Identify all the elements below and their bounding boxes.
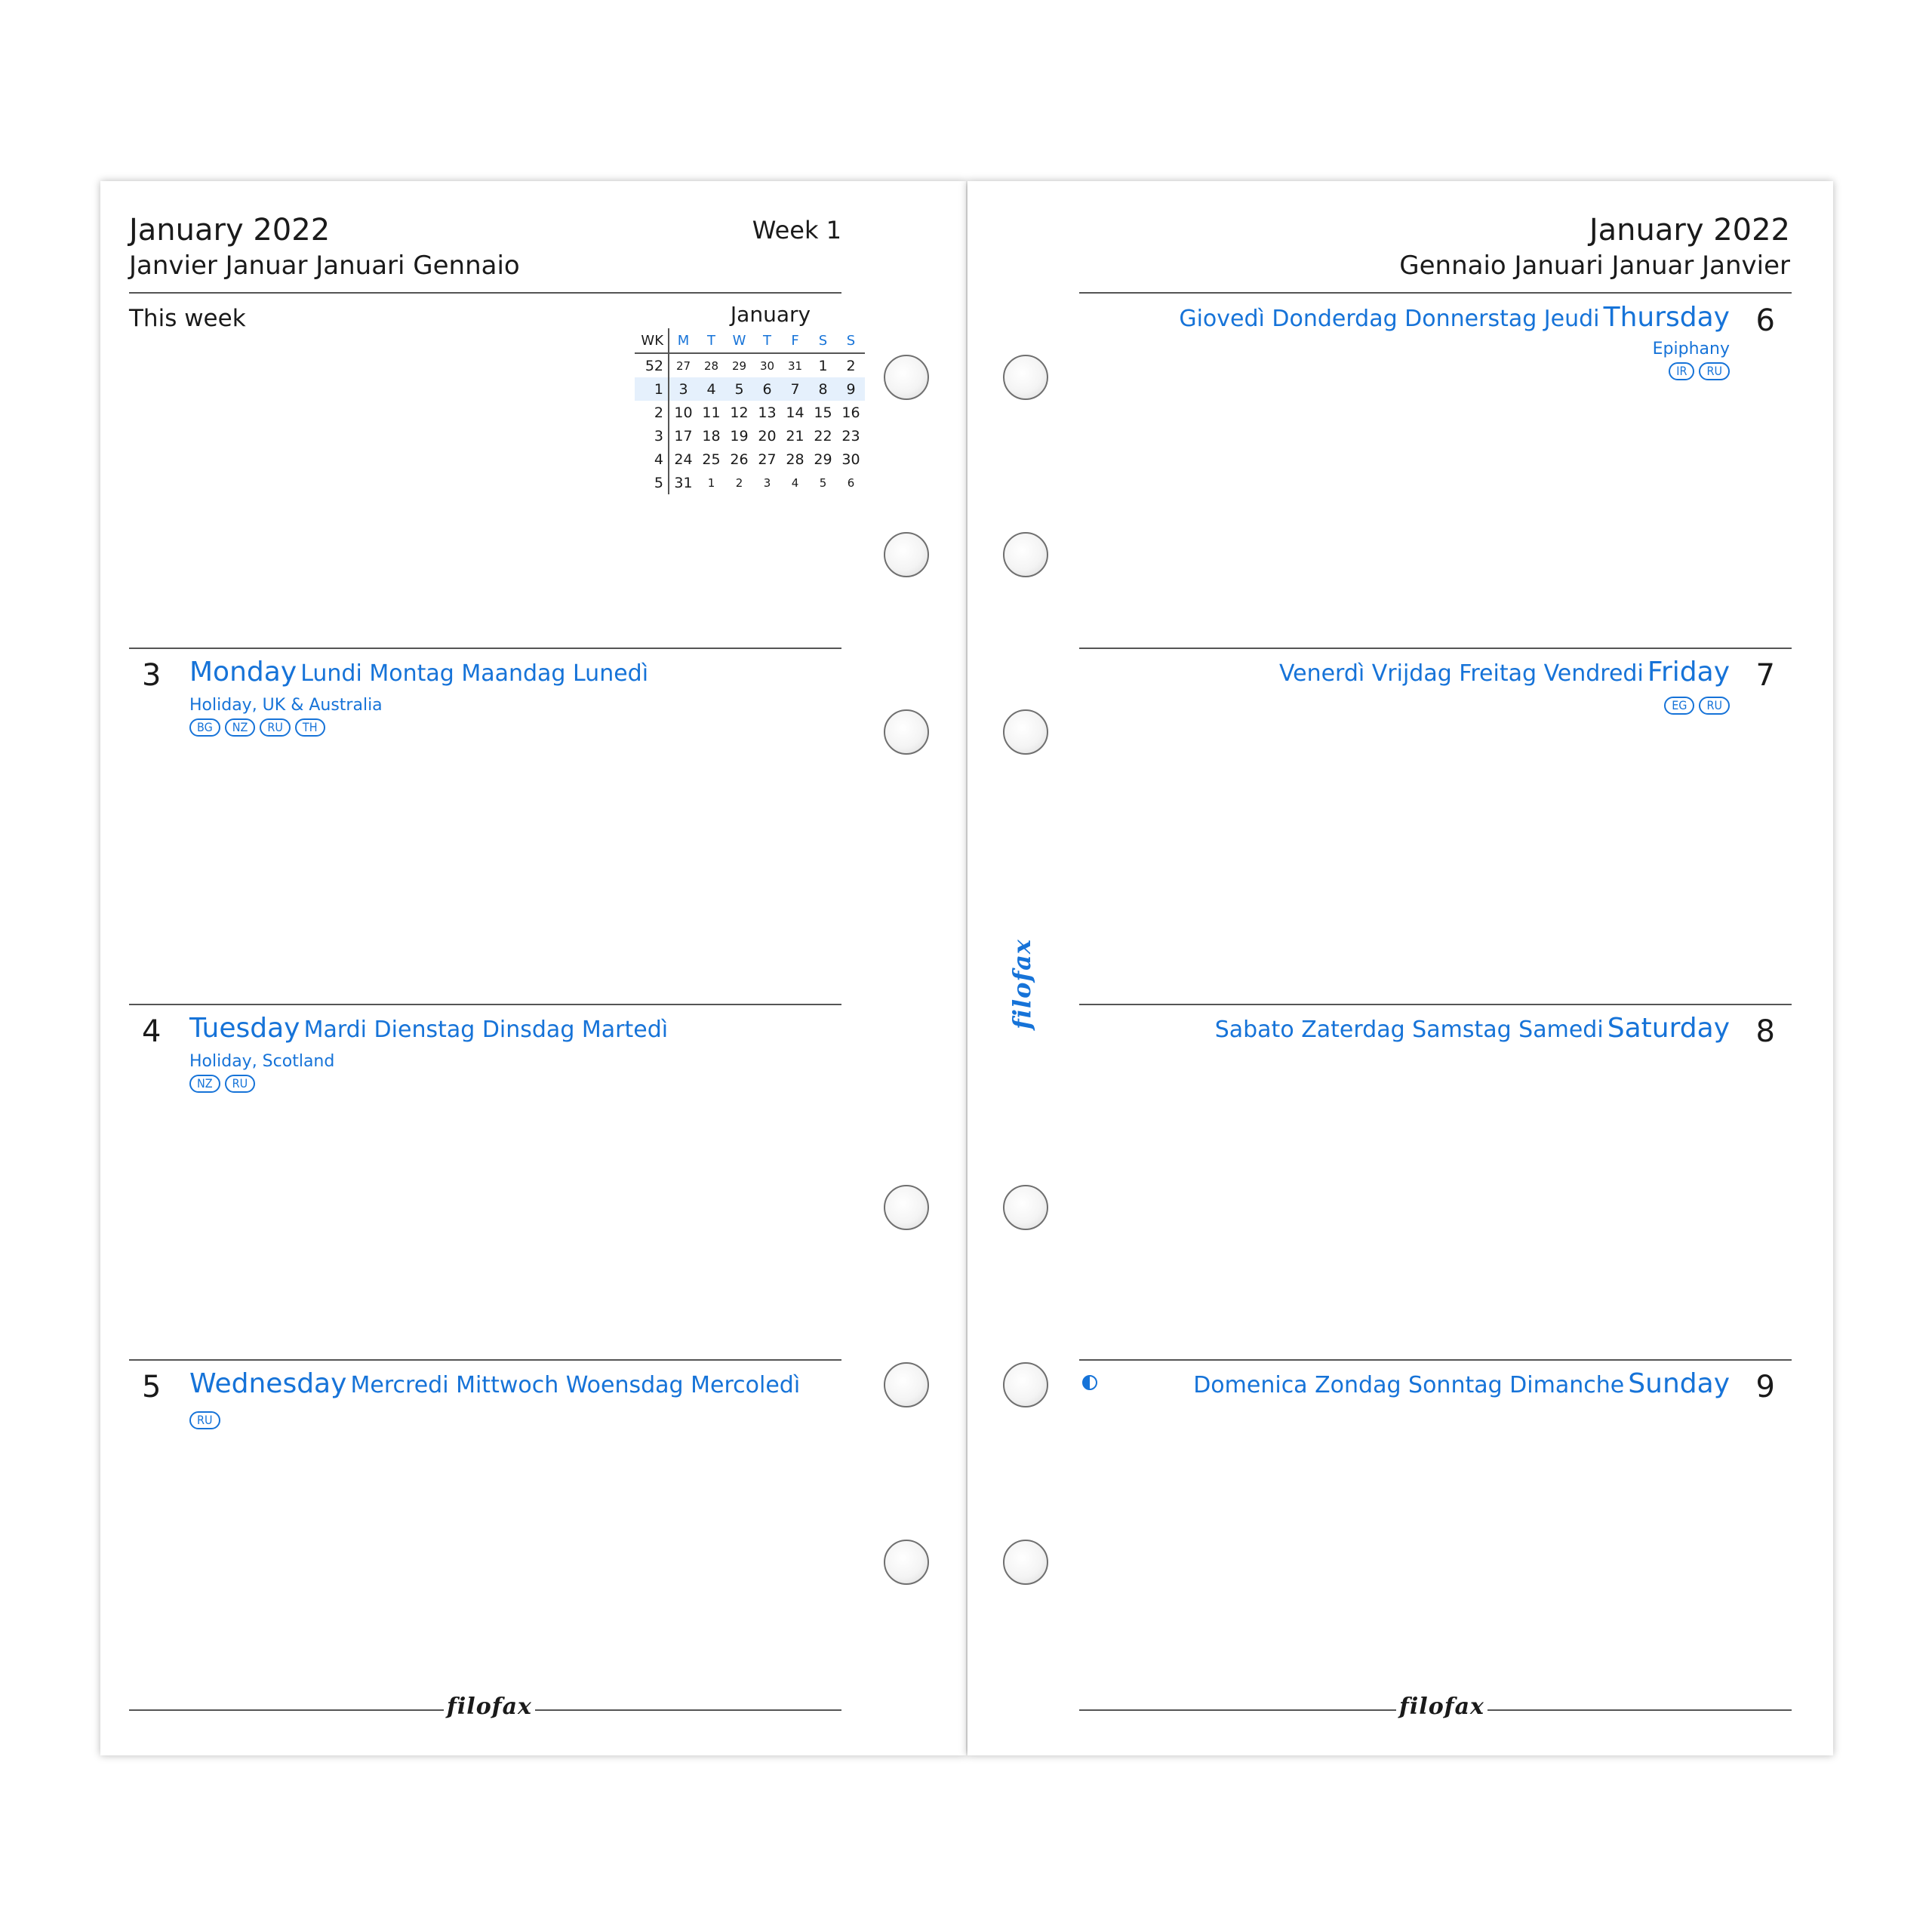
mini-calendar-day: 3 <box>763 475 771 490</box>
wednesday-badges <box>189 1411 220 1429</box>
country-badge: RU <box>1699 362 1730 380</box>
punch-hole <box>884 1185 929 1230</box>
friday-rule <box>1079 648 1792 649</box>
mini-calendar-wk-header: WK <box>635 328 669 353</box>
mini-calendar-day: 13 <box>758 404 777 421</box>
mini-calendar-day: 31 <box>674 474 693 491</box>
punch-hole <box>1003 1540 1048 1585</box>
sunday-name <box>1193 1368 1730 1399</box>
mini-calendar-weekday-header: F <box>781 328 809 353</box>
country-badge: EG <box>1664 697 1694 715</box>
saturday-name-translations: Sabato Zaterdag Samstag Samedi <box>1214 1017 1604 1043</box>
wednesday-name <box>189 1368 800 1399</box>
mini-calendar-day: 14 <box>786 404 804 421</box>
monday-name <box>189 657 648 688</box>
mini-calendar-grid <box>635 328 865 494</box>
monday-rule <box>129 648 841 649</box>
punch-hole <box>884 1362 929 1407</box>
tuesday-name <box>189 1013 668 1044</box>
tuesday-name-translations: Mardi Dienstag Dinsdag Martedì <box>303 1017 669 1043</box>
punch-hole <box>1003 1185 1048 1230</box>
thursday-note: Epiphany <box>1652 340 1730 358</box>
thursday-name <box>1179 302 1730 333</box>
mini-calendar-weekday-header: S <box>809 328 837 353</box>
mini-calendar-day: 28 <box>786 451 804 468</box>
mini-calendar-day: 31 <box>787 358 803 373</box>
tuesday-rule <box>129 1004 841 1005</box>
mini-calendar-day: 30 <box>759 358 775 373</box>
mini-calendar-week-number: 3 <box>635 424 669 448</box>
punch-hole <box>1003 532 1048 577</box>
country-badge: RU <box>225 1075 256 1093</box>
mini-calendar-weekday-header: S <box>837 328 865 353</box>
mini-calendar-day: 8 <box>809 377 837 401</box>
mini-calendar-weekday-header: T <box>697 328 725 353</box>
wednesday-rule <box>129 1359 841 1361</box>
country-badge: NZ <box>225 718 256 737</box>
country-badge: NZ <box>189 1075 220 1093</box>
mini-calendar-week-row <box>635 448 865 471</box>
mini-calendar-day: 11 <box>702 404 721 421</box>
left-page <box>100 181 966 1755</box>
friday-badges <box>1664 697 1730 715</box>
mini-calendar-day: 26 <box>730 451 749 468</box>
mini-calendar-day: 5 <box>725 377 753 401</box>
mini-calendar-week-number: 2 <box>635 401 669 424</box>
tuesday-date: 4 <box>142 1014 162 1049</box>
punch-hole <box>884 532 929 577</box>
right-month-title: January 2022 <box>1589 213 1790 248</box>
mini-calendar-day: 29 <box>814 451 832 468</box>
mini-calendar-week-number: 4 <box>635 448 669 471</box>
mini-calendar-day: 7 <box>781 377 809 401</box>
mini-calendar-day: 17 <box>674 427 693 445</box>
wednesday-name-main: Wednesday <box>189 1368 347 1399</box>
mini-calendar-week-row <box>635 471 865 494</box>
saturday-name <box>1215 1013 1730 1044</box>
this-week-label: This week <box>129 305 246 332</box>
mini-calendar-day: 3 <box>669 377 697 401</box>
tuesday-badges <box>189 1075 255 1093</box>
sunday-rule <box>1079 1359 1792 1361</box>
monday-name-translations: Lundi Montag Maandag Lunedì <box>300 660 649 687</box>
thursday-name-translations: Giovedì Donderdag Donnerstag Jeudi <box>1179 306 1600 332</box>
mini-calendar-day: 5 <box>819 475 827 490</box>
moon-phase-icon <box>1082 1375 1097 1390</box>
mini-calendar-day: 6 <box>753 377 781 401</box>
mini-calendar-day: 20 <box>758 427 777 445</box>
saturday-date: 8 <box>1755 1014 1775 1049</box>
mini-calendar <box>635 302 884 494</box>
mini-calendar-day: 30 <box>841 451 860 468</box>
punch-hole <box>884 355 929 400</box>
sunday-date: 9 <box>1755 1370 1775 1404</box>
monday-badges <box>189 718 325 737</box>
header-rule <box>1079 292 1792 294</box>
right-month-languages: Gennaio Januari Januar Janvier <box>1399 251 1790 281</box>
tuesday-name-main: Tuesday <box>189 1013 300 1044</box>
country-badge: TH <box>295 718 325 737</box>
sunday-name-main: Sunday <box>1628 1368 1730 1399</box>
mini-calendar-week-number: 5 <box>635 471 669 494</box>
mini-calendar-week-row <box>635 353 865 377</box>
country-badge: RU <box>260 718 291 737</box>
punch-hole <box>1003 709 1048 755</box>
mini-calendar-day: 27 <box>675 358 691 373</box>
mini-calendar-day: 21 <box>786 427 804 445</box>
spine-logo: filofax <box>1008 936 1036 1032</box>
friday-date: 7 <box>1755 658 1775 693</box>
header-rule <box>129 292 841 294</box>
mini-calendar-weekday-header: M <box>669 328 697 353</box>
saturday-name-main: Saturday <box>1607 1013 1730 1044</box>
country-badge: BG <box>189 718 220 737</box>
footer-logo: filofax <box>444 1694 535 1720</box>
mini-calendar-day: 15 <box>814 404 832 421</box>
wednesday-name-translations: Mercredi Mittwoch Woensdag Mercoledì <box>350 1372 801 1398</box>
left-month-title: January 2022 <box>129 213 331 248</box>
mini-calendar-day: 16 <box>841 404 860 421</box>
left-month-languages: Janvier Januar Januari Gennaio <box>129 251 520 281</box>
week-number: Week 1 <box>752 216 841 245</box>
saturday-rule <box>1079 1004 1792 1005</box>
mini-calendar-day: 22 <box>814 427 832 445</box>
right-page <box>968 181 1833 1755</box>
mini-calendar-day: 25 <box>702 451 721 468</box>
country-badge: RU <box>189 1411 220 1429</box>
friday-name-main: Friday <box>1647 657 1730 688</box>
punch-hole <box>884 1540 929 1585</box>
mini-calendar-day: 9 <box>837 377 865 401</box>
thursday-name-main: Thursday <box>1603 302 1730 333</box>
mini-calendar-day: 1 <box>707 475 715 490</box>
mini-calendar-weekday-header: T <box>753 328 781 353</box>
mini-calendar-weekday-header: W <box>725 328 753 353</box>
mini-calendar-title: January <box>730 302 811 327</box>
mini-calendar-day: 4 <box>791 475 799 490</box>
mini-calendar-day: 29 <box>731 358 747 373</box>
monday-note: Holiday, UK & Australia <box>189 696 383 715</box>
tuesday-note: Holiday, Scotland <box>189 1052 335 1071</box>
friday-name-translations: Venerdì Vrijdag Freitag Vendredi <box>1278 660 1644 687</box>
country-badge: IR <box>1669 362 1694 380</box>
mini-calendar-week-row <box>635 401 865 424</box>
punch-hole <box>884 709 929 755</box>
sunday-name-translations: Domenica Zondag Sonntag Dimanche <box>1193 1372 1625 1398</box>
mini-calendar-day: 18 <box>702 427 721 445</box>
mini-calendar-day: 19 <box>730 427 749 445</box>
mini-calendar-day: 27 <box>758 451 777 468</box>
punch-hole <box>1003 355 1048 400</box>
mini-calendar-day: 28 <box>703 358 719 373</box>
mini-calendar-day: 10 <box>674 404 693 421</box>
friday-name <box>1279 657 1730 688</box>
mini-calendar-day: 1 <box>818 357 828 374</box>
footer-logo: filofax <box>1396 1694 1487 1720</box>
mini-calendar-day: 12 <box>730 404 749 421</box>
wednesday-date: 5 <box>142 1370 162 1404</box>
mini-calendar-day: 24 <box>674 451 693 468</box>
mini-calendar-day: 6 <box>847 475 855 490</box>
mini-calendar-day: 4 <box>697 377 725 401</box>
mini-calendar-day: 2 <box>735 475 743 490</box>
country-badge: RU <box>1699 697 1730 715</box>
mini-calendar-week-number: 1 <box>635 377 669 401</box>
monday-name-main: Monday <box>189 657 297 688</box>
thursday-date: 6 <box>1755 303 1775 338</box>
thursday-badges <box>1669 362 1730 380</box>
mini-calendar-day: 2 <box>846 357 856 374</box>
punch-hole <box>1003 1362 1048 1407</box>
monday-date: 3 <box>142 658 162 693</box>
mini-calendar-week-row <box>635 424 865 448</box>
mini-calendar-week-number: 52 <box>635 353 669 377</box>
mini-calendar-week-row <box>635 377 865 401</box>
mini-calendar-day: 23 <box>841 427 860 445</box>
